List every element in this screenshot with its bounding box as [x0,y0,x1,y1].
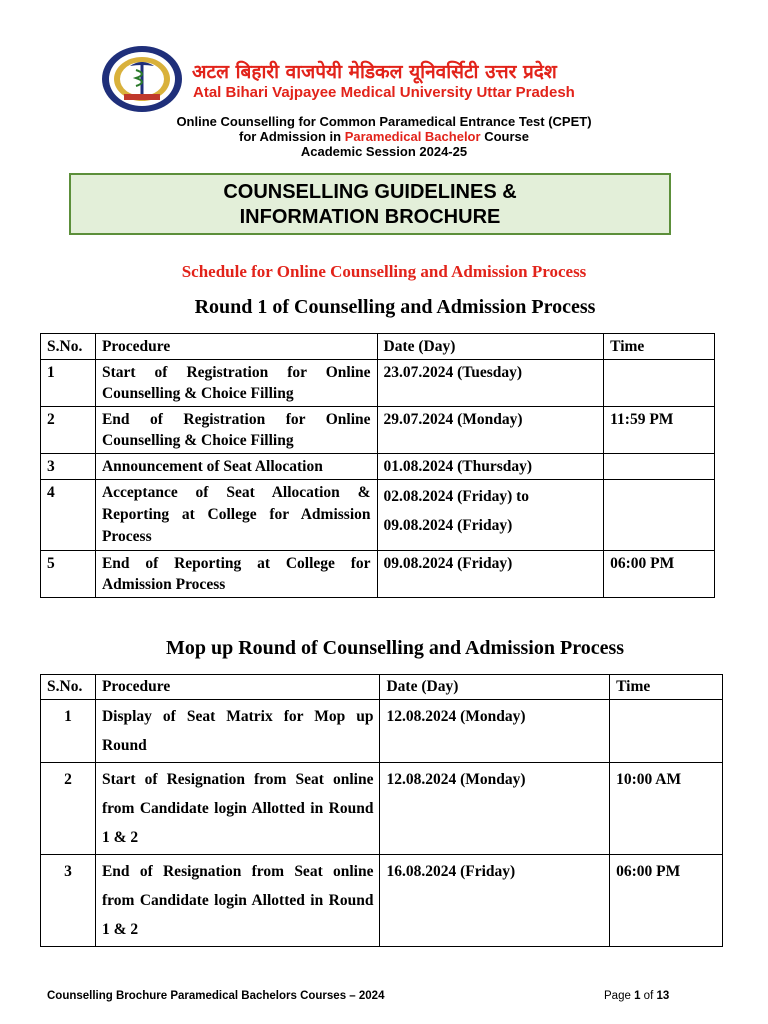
cell-sno: 2 [41,763,96,855]
table-row [41,454,715,480]
cell-time [604,480,715,551]
cell-date: 01.08.2024 (Thursday) [377,454,604,480]
header-time: Time [610,675,723,700]
cell-time: 06:00 PM [604,551,715,598]
banner-line-1: COUNSELLING GUIDELINES & [223,181,517,203]
table-row [41,700,723,763]
university-name-english: Atal Bihari Vajpayee Medical University Uttar Pradesh [193,84,575,101]
cell-date: 12.08.2024 (Monday) [380,700,610,763]
table-row [41,407,715,454]
subtitle-line-2 [0,129,768,144]
header-sno: S.No. [41,675,96,700]
subtitle-line-2-highlight: Paramedical Bachelor [344,129,481,144]
header-procedure: Procedure [95,334,377,360]
cell-date [377,480,604,551]
brochure-title-banner [69,173,671,235]
header-sno: S.No. [41,334,96,360]
cell-time: 06:00 PM [610,855,723,947]
footer-page-total: 13 [656,990,670,1002]
academic-session: Academic Session 2024-25 [300,144,468,159]
cell-procedure: Start of Registration for Online Counselling & Choice Filling [95,360,377,407]
cell-time [610,700,723,763]
cell-time [604,454,715,480]
cell-procedure: Announcement of Seat Allocation [95,454,377,480]
cell-time: 11:59 PM [604,407,715,454]
cell-date: 12.08.2024 (Monday) [380,763,610,855]
banner-line-2: INFORMATION BROCHURE [239,206,501,228]
university-name-hindi: अटल बिहारी वाजपेयी मेडिकल यूनिवर्सिटी उत्तर प्रदेश [192,61,557,83]
header-date: Date (Day) [380,675,610,700]
schedule-title: Schedule for Online Counselling and Admission Process [181,262,587,281]
footer-of-word: of [643,990,654,1002]
footer-document-name: Counselling Brochure Paramedical Bachelors Courses – 2024 [47,990,385,1002]
header-procedure: Procedure [95,675,380,700]
table-row [41,551,715,598]
header-date: Date (Day) [377,334,604,360]
cell-procedure: Start of Resignation from Seat online from Candidate login Allotted in Round 1 & 2 [95,763,380,855]
table-row [41,855,723,947]
cell-date: 29.07.2024 (Monday) [377,407,604,454]
footer-page-number [604,990,669,1002]
cell-sno: 1 [41,700,96,763]
round1-title: Round 1 of Counselling and Admission Process [194,296,596,318]
table-header-row [41,334,715,360]
cell-procedure: End of Resignation from Seat online from Candidate login Allotted in Round 1 & 2 [95,855,380,947]
mopup-table [40,674,723,947]
footer-page-word: Page [604,990,631,1002]
cell-date: 16.08.2024 (Friday) [380,855,610,947]
header-time: Time [604,334,715,360]
cell-procedure: End of Reporting at College for Admission Process [95,551,377,598]
cell-procedure: End of Registration for Online Counselling & Choice Filling [95,407,377,454]
cell-procedure: Acceptance of Seat Allocation & Reporting at College for Admission Process [95,480,377,551]
table-row [41,763,723,855]
cell-time: 10:00 AM [610,763,723,855]
table-row [41,480,715,551]
round1-table [40,333,715,598]
cell-sno: 3 [41,855,96,947]
subtitle-line-2-prefix: for Admission in [239,129,342,144]
table-header-row [41,675,723,700]
subtitle-line-2-suffix: Course [484,129,529,144]
subtitle-line-1: Online Counselling for Common Paramedical Entrance Test (CPET) [176,114,592,129]
table-row [41,360,715,407]
cell-sno: 1 [41,360,96,407]
mopup-title: Mop up Round of Counselling and Admission Process [165,637,625,659]
cell-sno: 5 [41,551,96,598]
cell-date: 23.07.2024 (Tuesday) [377,360,604,407]
university-logo [100,44,184,114]
cell-sno: 3 [41,454,96,480]
cell-sno: 2 [41,407,96,454]
cell-procedure: Display of Seat Matrix for Mop up Round [95,700,380,763]
cell-date-line-1: 02.08.2024 (Friday) to [383,488,530,505]
cell-date: 09.08.2024 (Friday) [377,551,604,598]
cell-time [604,360,715,407]
cell-date-line-2: 09.08.2024 (Friday) [383,517,513,534]
footer-page-current: 1 [634,990,641,1002]
cell-sno: 4 [41,480,96,551]
